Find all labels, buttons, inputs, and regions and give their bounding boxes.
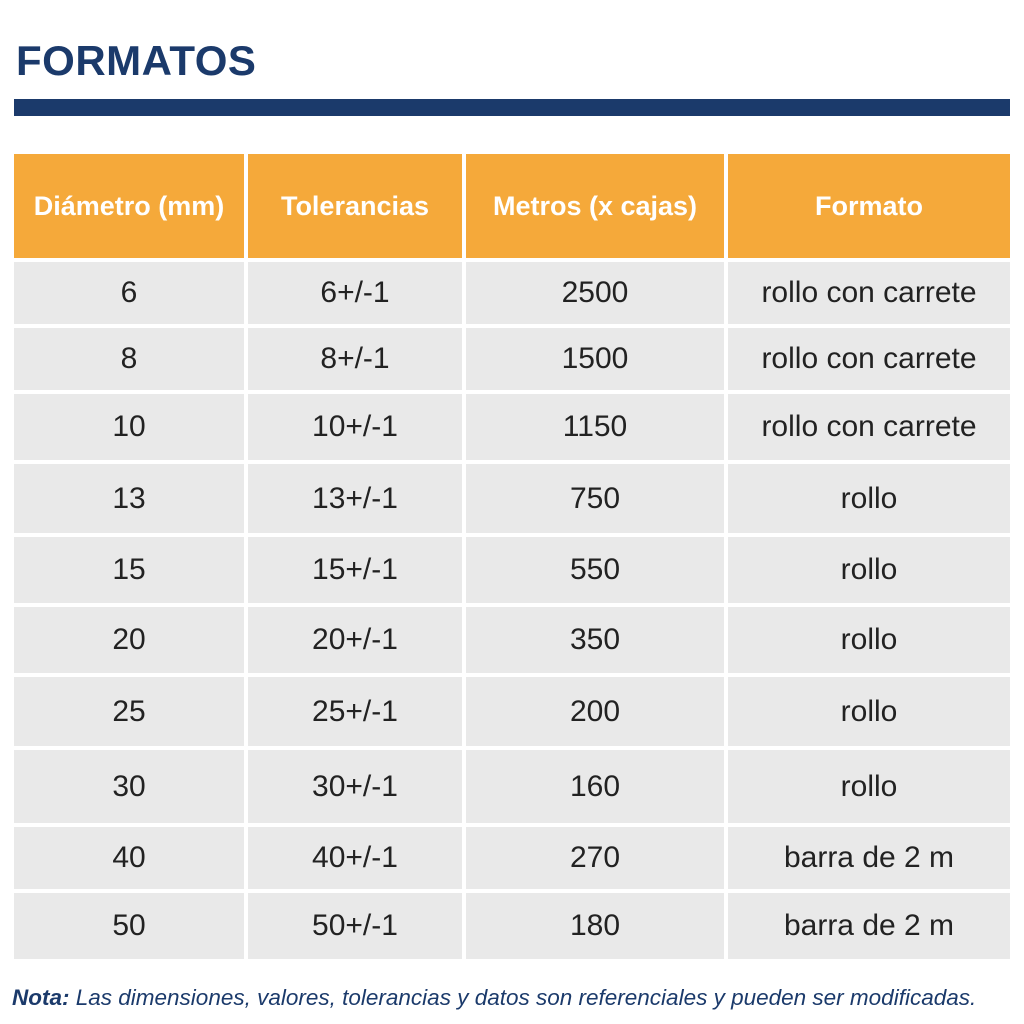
table-cell-metros: 270 [466, 827, 724, 889]
footnote-label: Nota: [12, 985, 70, 1010]
table-cell-formato: rollo con carrete [728, 394, 1010, 460]
table-cell-tolerancia: 25+/-1 [248, 677, 462, 746]
table-cell-formato: rollo [728, 750, 1010, 823]
table-cell-diametro: 13 [14, 464, 244, 533]
table-cell-tolerancia: 10+/-1 [248, 394, 462, 460]
table-cell-tolerancia: 30+/-1 [248, 750, 462, 823]
table-cell-metros: 550 [466, 537, 724, 603]
table-cell-tolerancia: 50+/-1 [248, 893, 462, 959]
header-diametro: Diámetro (mm) [14, 154, 244, 258]
table-cell-metros: 200 [466, 677, 724, 746]
table-cell-diametro: 25 [14, 677, 244, 746]
table-cell-formato: rollo [728, 537, 1010, 603]
header-metros: Metros (x cajas) [466, 154, 724, 258]
table-cell-metros: 750 [466, 464, 724, 533]
table-cell-formato: rollo con carrete [728, 328, 1010, 390]
table-cell-metros: 2500 [466, 262, 724, 324]
table-cell-metros: 160 [466, 750, 724, 823]
table-cell-diametro: 10 [14, 394, 244, 460]
table-cell-tolerancia: 40+/-1 [248, 827, 462, 889]
table-cell-formato: rollo [728, 677, 1010, 746]
table-cell-formato: barra de 2 m [728, 893, 1010, 959]
header-tolerancias: Tolerancias [248, 154, 462, 258]
table-cell-diametro: 40 [14, 827, 244, 889]
footnote-text: Las dimensiones, valores, tolerancias y datos son referenciales y pueden ser modificadas. [69, 985, 977, 1010]
table-cell-tolerancia: 15+/-1 [248, 537, 462, 603]
table-cell-diametro: 50 [14, 893, 244, 959]
table-cell-metros: 1150 [466, 394, 724, 460]
table-cell-diametro: 8 [14, 328, 244, 390]
table-cell-formato: rollo con carrete [728, 262, 1010, 324]
table-cell-metros: 1500 [466, 328, 724, 390]
table-cell-tolerancia: 13+/-1 [248, 464, 462, 533]
table-cell-formato: rollo [728, 464, 1010, 533]
table-cell-tolerancia: 8+/-1 [248, 328, 462, 390]
table-cell-tolerancia: 20+/-1 [248, 607, 462, 673]
table-cell-formato: rollo [728, 607, 1010, 673]
header-formato: Formato [728, 154, 1010, 258]
page-title: FORMATOS [16, 37, 257, 84]
formats-table [14, 154, 1010, 959]
table-cell-metros: 180 [466, 893, 724, 959]
table-cell-tolerancia: 6+/-1 [248, 262, 462, 324]
title-divider [14, 99, 1010, 116]
table-cell-formato: barra de 2 m [728, 827, 1010, 889]
table-cell-diametro: 6 [14, 262, 244, 324]
table-cell-diametro: 15 [14, 537, 244, 603]
table-cell-diametro: 20 [14, 607, 244, 673]
table-cell-metros: 350 [466, 607, 724, 673]
table-cell-diametro: 30 [14, 750, 244, 823]
footnote [12, 982, 1012, 1014]
